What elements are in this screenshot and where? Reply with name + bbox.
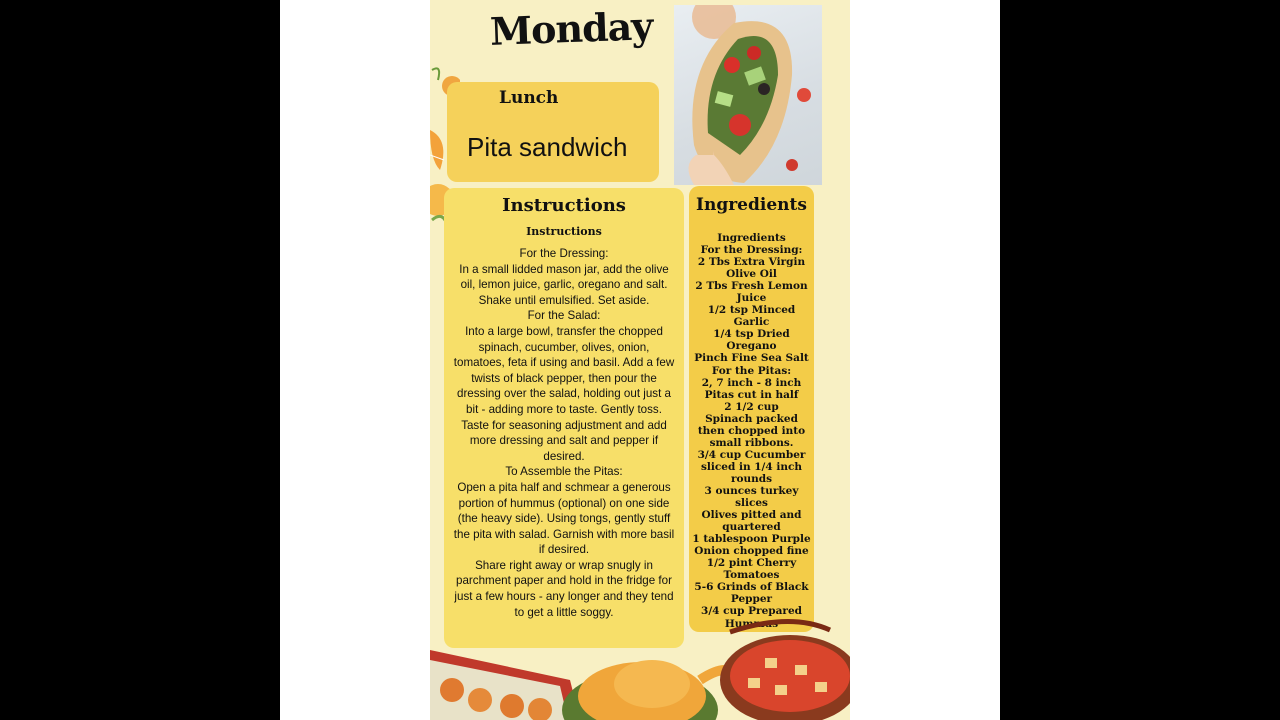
day-title: Monday bbox=[489, 3, 654, 54]
instruction-line: desired. bbox=[543, 449, 585, 463]
ingredient-line: slices bbox=[735, 497, 768, 510]
dish-name: Pita sandwich bbox=[467, 132, 628, 162]
ingredient-line: Ingredients bbox=[717, 232, 786, 244]
ingredient-line: 5-6 Grinds of Black bbox=[694, 581, 809, 594]
lunch-card bbox=[447, 82, 659, 182]
ingredient-line: 2, 7 inch - 8 inch bbox=[701, 376, 802, 389]
instructions-title: Instructions bbox=[502, 195, 626, 216]
instruction-line: if desired. bbox=[538, 543, 590, 557]
ingredient-line: Olives pitted and bbox=[701, 509, 802, 522]
instruction-line: the pita with salad. Garnish with more basil bbox=[453, 527, 675, 541]
ingredient-line: 2 1/2 cup bbox=[724, 400, 779, 413]
instruction-line: bit - adding more to taste. Gently toss. bbox=[466, 402, 662, 416]
ingredient-line: Juice bbox=[736, 292, 767, 305]
instruction-line: dressing over the salad, holding out just a bbox=[457, 387, 671, 401]
ingredient-line: rounds bbox=[730, 472, 773, 485]
ingredient-line: Hummus bbox=[724, 617, 779, 630]
ingredient-line: 1 tablespoon Purple bbox=[692, 533, 811, 546]
instruction-line: portion of hummus (optional) on one side bbox=[458, 496, 670, 510]
ingredient-line: For the Pitas: bbox=[711, 364, 792, 377]
ingredient-line: 2 Tbs Fresh Lemon bbox=[695, 280, 808, 293]
lunch-label: Lunch bbox=[499, 88, 559, 108]
ingredient-line: Pepper bbox=[730, 593, 773, 606]
instruction-line: to get a little soggy. bbox=[514, 605, 614, 619]
food-illustration bbox=[430, 610, 850, 720]
ingredient-line: Tomatoes bbox=[723, 569, 780, 582]
instruction-line: (the heavy side). Using tongs, gently stuff bbox=[457, 512, 671, 526]
recipe-poster bbox=[430, 0, 850, 720]
ingredient-line: 2 Tbs Extra Virgin bbox=[697, 256, 806, 269]
instruction-line: For the Dressing: bbox=[519, 247, 609, 260]
ingredient-line: then chopped into bbox=[697, 424, 806, 437]
ingredient-line: sliced in 1/4 inch bbox=[701, 460, 802, 473]
instructions-text bbox=[446, 246, 682, 620]
instruction-line: oil, lemon juice, garlic, oregano and salt. bbox=[460, 278, 668, 292]
left-white-margin bbox=[280, 0, 430, 720]
instruction-line: Share right away or wrap snugly in bbox=[475, 558, 653, 572]
instructions-card bbox=[444, 188, 684, 648]
pita-sandwich-photo bbox=[674, 5, 822, 185]
ingredient-line: 3/4 cup Prepared bbox=[701, 605, 802, 618]
instruction-line: For the Salad: bbox=[527, 309, 601, 323]
ingredient-line: Pinch Fine Sea Salt bbox=[694, 352, 809, 365]
ingredient-line: 1/2 tsp Minced Garlic bbox=[707, 304, 796, 329]
ingredient-line: Pitas cut in half bbox=[704, 388, 799, 401]
ingredient-line: For the Dressing: bbox=[700, 244, 803, 257]
ingredient-line: 3/4 cup Cucumber bbox=[697, 448, 806, 461]
ingredient-line: 3 ounces turkey bbox=[704, 484, 799, 497]
instruction-line: spinach, cucumber, olives, onion, bbox=[478, 340, 650, 354]
instruction-line: Taste for seasoning adjustment and add bbox=[461, 418, 667, 432]
ingredient-line: Spinach packed bbox=[705, 412, 798, 425]
ingredient-line: 1/2 pint Cherry bbox=[706, 557, 797, 570]
instruction-line: To Assemble the Pitas: bbox=[505, 465, 623, 479]
right-white-margin bbox=[850, 0, 1000, 720]
instructions-subtitle: Instructions bbox=[526, 225, 602, 238]
instruction-line: parchment paper and hold in the fridge for bbox=[456, 574, 672, 588]
ingredient-line: Onion chopped fine bbox=[694, 545, 809, 558]
instruction-line: Shake until emulsified. Set aside. bbox=[478, 293, 650, 307]
instruction-line: Open a pita half and schmear a generous bbox=[457, 480, 671, 494]
ingredients-card bbox=[689, 186, 814, 632]
instruction-line: more dressing and salt and pepper if bbox=[469, 434, 659, 448]
ingredient-line: Oregano bbox=[726, 340, 777, 353]
instruction-line: just a few hours - any longer and they tend bbox=[454, 590, 674, 604]
ingredient-line: small ribbons. bbox=[709, 436, 794, 449]
instruction-line: tomatoes, feta if using and basil. Add a few bbox=[453, 356, 675, 370]
instruction-line: twists of black pepper, then pour the bbox=[471, 371, 657, 385]
ingredient-line: 1/4 tsp Dried bbox=[713, 328, 790, 341]
ingredient-line: quartered bbox=[722, 521, 781, 534]
instruction-line: Into a large bowl, transfer the chopped bbox=[465, 324, 663, 338]
ingredient-line: Olive Oil bbox=[726, 268, 777, 281]
instruction-line: In a small lidded mason jar, add the olive bbox=[459, 262, 669, 276]
ingredients-title: Ingredients bbox=[696, 195, 807, 215]
ingredients-text bbox=[689, 232, 814, 630]
